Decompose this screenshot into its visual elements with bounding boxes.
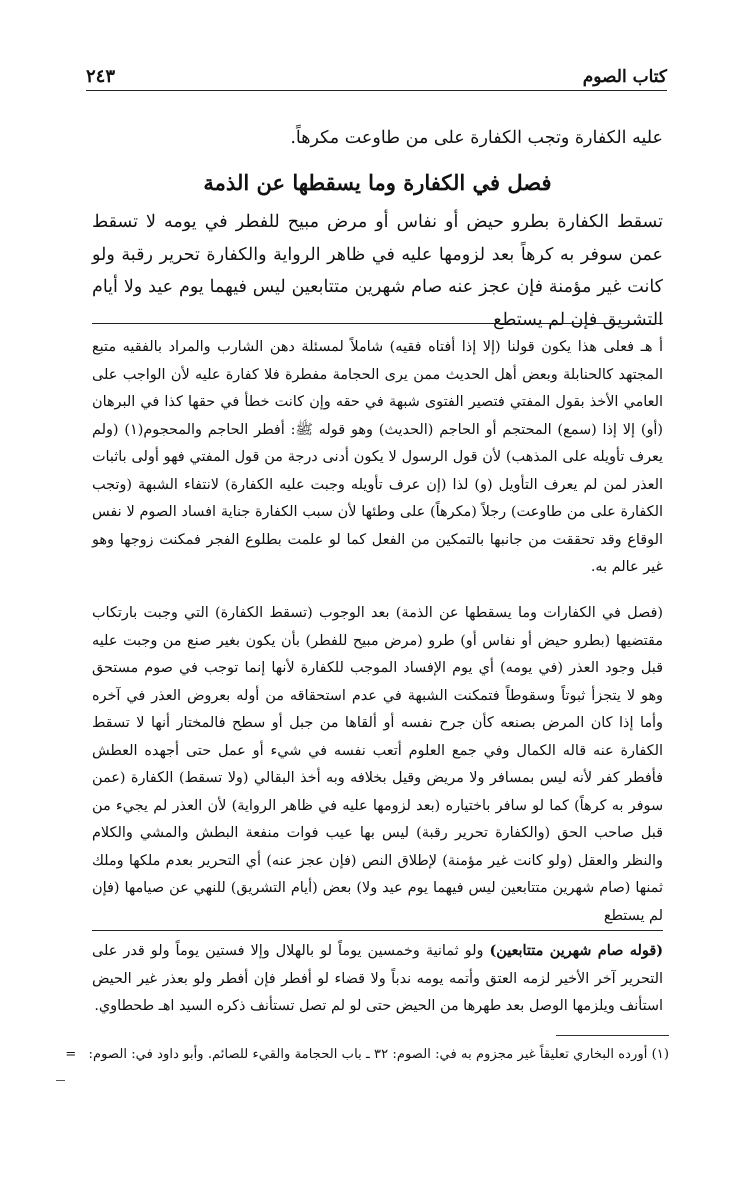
main-text-paragraph: تسقط الكفارة بطرو حيض أو نفاس أو مرض مبيح للفطر في يومه لا تسقط عمن سوفر به كرهاً بعد لزومها عليه في ظاهر الرواية والكفارة تحرير رقبة ولو كانت غير مؤمنة فإن عجز عنه صام شهرين متتابعين ليس فيهما يوم عيد ولا أيام التشريق فإن لم يستطع xyxy=(92,212,663,330)
divider-commentary-gloss xyxy=(92,930,663,931)
gloss-label: (قوله صام شهرين متتابعين) xyxy=(489,942,664,959)
footnote-text: (١) أورده البخاري تعليقاً غير مجزوم به في: الصوم: ٣٢ ـ باب الحجامة والقيء للصائم. وأبو داود في: الصوم: xyxy=(88,1047,669,1062)
commentary-block-1: أ هـ فعلى هذا يكون قولنا (إلا إذا أفتاه فقيه) شاملاً لمسئلة دهن الشارب والمراد بالفقيه متبع المجتهد كالحنابلة وبعض أهل الحديث ممن يرى الحجامة مفطرة فلا كفارة عليه لأن الواجب على العامي الأخذ بقول المفتي فتصير الفتوى شبهة في حقه وإن كانت خطأ في حقها كذا في البرهان (أو) إلا إذا (سمع) المحتجم أو الحاجم (الحديث) وهو قوله ﷺ: أفطر الحاجم والمحجوم(١) (ولم يعرف تأويله على المذهب) لأن قول الرسول لا يكون أدنى درجة من قول المفتي فهو أولى باثبات العذر لمن لم يعرف التأويل (و) لذا (إن عرف تأويله وجبت عليه الكفارة) لانتفاء الشبهة (وتجب الكفارة على من طاوعت) رجلاً (مكرهاً) على وطئها لأن سبب الكفارة جناية افساد الصوم لا نفس الوقاع وقد تحققت من جانبها بالتمكين من الفعل كما لو علمت بطلوع الفجر فمكنت زوجها وهو غير عالم به. xyxy=(92,339,664,575)
gloss-block xyxy=(92,937,663,1021)
gloss-text: ولو ثمانية وخمسين يوماً لو بالهلال وإلا فستين يوماً ولو قدر على التحرير آخر الأخير لزمه العتق وأتمه يومه ندباً ولا قضاء لو أفطر فإن أفطر ولو بعذر غير الحيض استأنف ويلزمها الوصل بعد طهرها من الحيض حتى لو لم تصل تستأنف ذكره السيد اهـ طحطاوي. xyxy=(92,943,663,1014)
footnote-continuation-mark: = xyxy=(65,1047,77,1062)
page-header xyxy=(86,60,667,91)
section-heading: فصل في الكفارة وما يسقطها عن الذمة xyxy=(203,170,552,195)
footnote xyxy=(60,1042,669,1068)
main-text-top-line: عليه الكفارة وتجب الكفارة على من طاوعت مكرهاً. xyxy=(290,128,663,148)
running-title: كتاب الصوم xyxy=(582,67,667,87)
commentary-block-2: (فصل في الكفارات وما يسقطها عن الذمة) بعد الوجوب (تسقط الكفارة) التي وجبت بارتكاب مقتضيها (بطرو حيض أو نفاس أو) طرو (مرض مبيح للفطر) بأن يكون بغير صنع من وجبت عليه قبل وجود العذر (في يومه) أي يوم الإفساد الموجب للكفارة لأنها إنما توجب في صوم مستحق وهو لا يتجزأ ثبوتاً وسقوطاً فتمكنت الشبهة في عدم استحقاقه من أوله بعروض العذر في آخره وأما إذا كان المرض بصنعه كأن جرح نفسه أو ألقاها من جبل أو سطح فالمختار أنها لا تسقط الكفارة عنه قاله الكمال وفي جمع العلوم أتعب نفسه في شيء أو عمل حتى أجهده العطش فأفطر كفر لأنه ليس بمسافر ولا مريض وقيل بخلافه وبه أخذ البقالي (ولا تسقط) الكفارة (عمن سوفر به كرهاً) كما لو سافر باختياره (بعد لزومها عليه في ظاهر الرواية) لأن العذر لم يجيء من قبل صاحب الحق (والكفارة تحرير رقبة) ليس بها عيب فوات منفعة البطش والمشي والكلام والنظر والعقل (ولو كانت غير مؤمنة) لإطلاق النص (فإن عجز عنه) أي التحرير بعدم ملكها وملك ثمنها (صام شهرين متتابعين ليس فيهما يوم عيد ولا) بعض (أيام التشريق) للنهي عن صيامها (فإن لم يستطع xyxy=(92,605,663,924)
footnote-divider xyxy=(556,1035,669,1036)
page-number: ٢٤٣ xyxy=(86,66,116,87)
divider-main-commentary xyxy=(92,323,663,324)
margin-mark xyxy=(56,1080,65,1081)
